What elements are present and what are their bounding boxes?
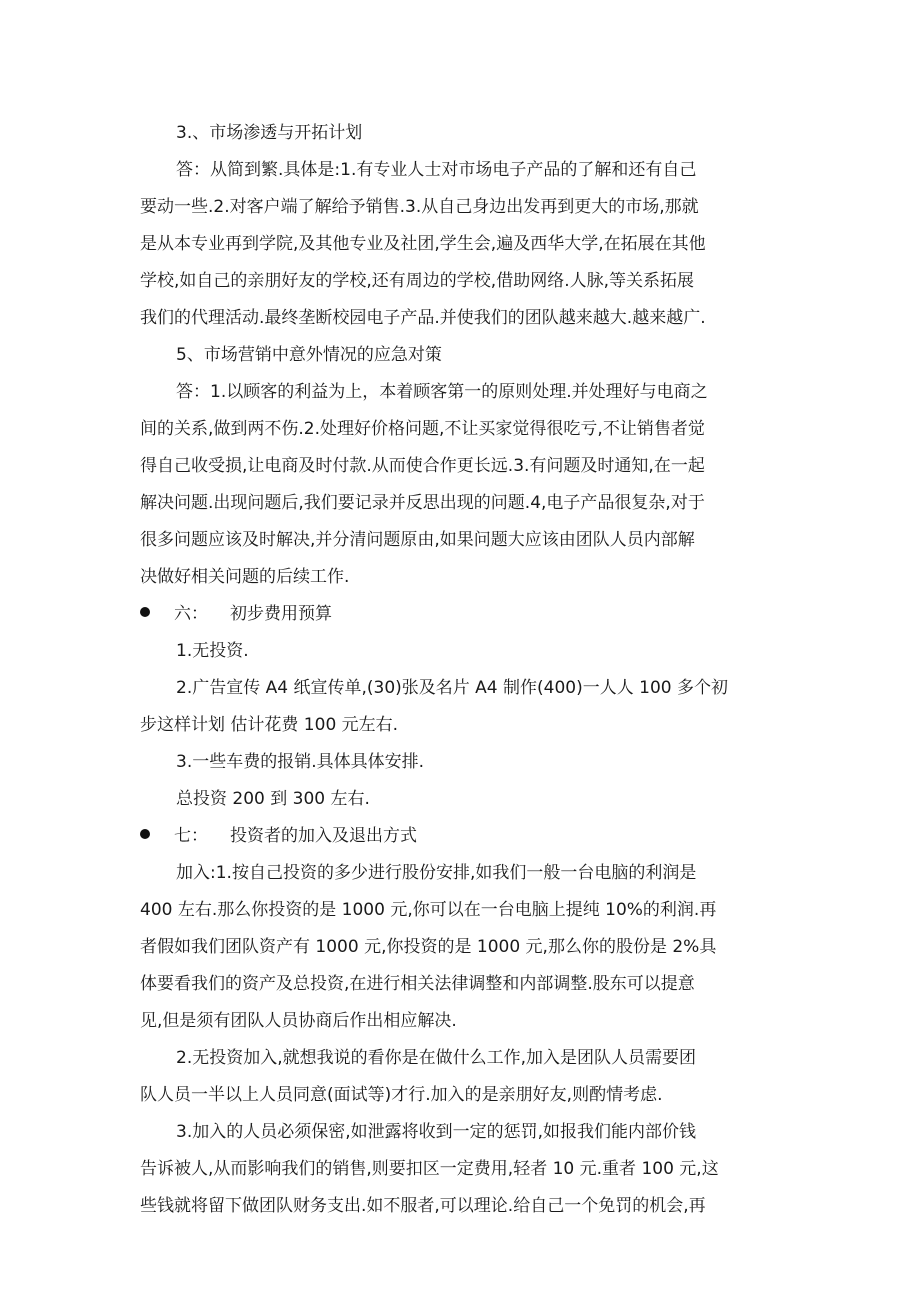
section-7-line: 告诉被人,从而影响我们的销售,则要扣区一定费用,轻者 10 元.重者 100 元,这 xyxy=(140,1159,719,1179)
section-7-heading xyxy=(140,819,780,853)
section-6-label: 六： xyxy=(174,604,208,624)
bullet-icon xyxy=(140,829,150,839)
section-3-line: 我们的代理活动.最终垄断校园电子产品.并使我们的团队越来越大.越来越广. xyxy=(140,308,706,328)
section-5-line: 间的关系,做到两不伤.2.处理好价格问题,不让买家觉得很吃亏,不让销售者觉 xyxy=(140,419,705,439)
section-7-line: 400 左右.那么你投资的是 1000 元,你可以在一台电脑上提纯 10%的利润.再 xyxy=(140,900,717,920)
section-7-line: 体要看我们的资产及总投资,在进行相关法律调整和内部调整.股东可以提意 xyxy=(140,974,695,994)
section-6-heading xyxy=(140,597,780,631)
section-5-heading: 5、市场营销中意外情况的应急对策 xyxy=(176,345,442,365)
budget-item: 2.广告宣传 A4 纸宣传单,(30)张及名片 A4 制作(400)一人人 100 多个初 xyxy=(176,678,728,698)
section-7-line: 见,但是须有团队人员协商后作出相应解决. xyxy=(140,1011,457,1031)
section-6-title: 初步费用预算 xyxy=(230,604,332,624)
section-3-line: 是从本专业再到学院,及其他专业及社团,学生会,遍及西华大学,在拓展在其他 xyxy=(140,234,706,254)
section-7-line: 加入:1.按自己投资的多少进行股份安排,如我们一般一台电脑的利润是 xyxy=(176,863,697,883)
budget-total: 总投资 200 到 300 左右. xyxy=(176,789,370,809)
section-5-line: 很多问题应该及时解决,并分清问题原由,如果问题大应该由团队人员内部解 xyxy=(140,530,695,550)
section-5-line: 得自己收受损,让电商及时付款.从而使合作更长远.3.有问题及时通知,在一起 xyxy=(140,456,705,476)
section-5-line: 解决问题.出现问题后,我们要记录并反思出现的问题.4,电子产品很复杂,对于 xyxy=(140,493,705,513)
section-5-line: 决做好相关问题的后续工作. xyxy=(140,567,350,587)
section-7-line: 者假如我们团队资产有 1000 元,你投资的是 1000 元,那么你的股份是 2%具 xyxy=(140,937,717,957)
section-7-line: 3.加入的人员必须保密,如泄露将收到一定的惩罚,如报我们能内部价钱 xyxy=(176,1122,697,1142)
section-3-line: 要动一些.2.对客户端了解给予销售.3.从自己身边出发再到更大的市场,那就 xyxy=(140,197,699,217)
budget-item: 1.无投资. xyxy=(176,641,249,661)
section-7-line: 队人员一半以上人员同意(面试等)才行.加入的是亲朋好友,则酌情考虑. xyxy=(140,1085,663,1105)
section-7-label: 七： xyxy=(174,826,208,846)
section-7-line: 2.无投资加入,就想我说的看你是在做什么工作,加入是团队人员需要团 xyxy=(176,1048,697,1068)
section-3-line: 答：从简到繁.具体是:1.有专业人士对市场电子产品的了解和还有自己 xyxy=(176,160,697,180)
section-3-line: 学校,如自己的亲朋好友的学校,还有周边的学校,借助网络.人脉,等关系拓展 xyxy=(140,271,695,291)
section-3-heading: 3.、市场渗透与开拓计划 xyxy=(176,123,363,143)
section-7-line: 些钱就将留下做团队财务支出.如不服者,可以理论.给自己一个免罚的机会,再 xyxy=(140,1196,706,1216)
budget-item: 3.一些车费的报销.具体具体安排. xyxy=(176,752,425,772)
section-7-title: 投资者的加入及退出方式 xyxy=(230,826,417,846)
budget-item: 步这样计划 估计花费 100 元左右. xyxy=(140,715,399,735)
section-5-line: 答：1.以顾客的利益为上，本着顾客第一的原则处理.并处理好与电商之 xyxy=(176,382,708,402)
bullet-icon xyxy=(140,607,150,617)
